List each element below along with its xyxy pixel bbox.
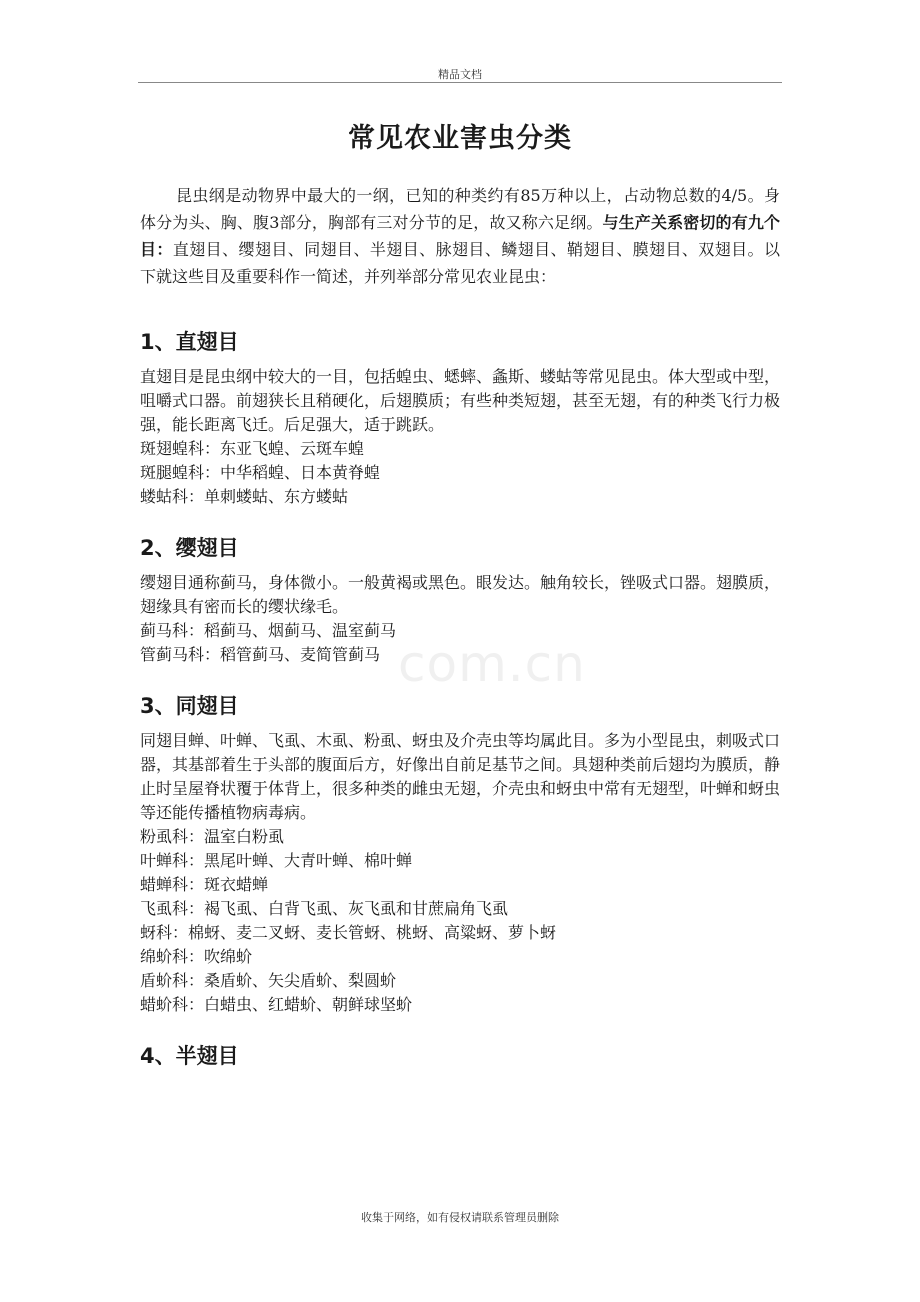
document-title: 常见农业害虫分类: [348, 123, 572, 154]
section-orthoptera: [140, 325, 780, 509]
header-divider: [138, 82, 782, 83]
section-homoptera: [140, 689, 780, 1017]
family-line: 飞虱科：褐飞虱、白背飞虱、灰飞虱和甘蔗扁角飞虱: [140, 899, 509, 918]
section-description: 直翅目是昆虫纲中较大的一目，包括蝗虫、蟋蟀、螽斯、蝼蛄等常见昆虫。体大型或中型，咀嚼式口器。前翅狭长且稍硬化，后翅膜质；有些种类短翅，甚至无翅，有的种类飞行力极强，能长距离飞迁。后足强大，适于跳跃。: [140, 367, 781, 434]
family-line: 绵蚧科：吹绵蚧: [140, 947, 253, 966]
document-body: [140, 182, 780, 1073]
intro-paragraph: [140, 182, 780, 290]
section-thysanoptera: [140, 531, 780, 667]
intro-order-list: 直翅目、缨翅目、同翅目、半翅目、脉翅目、鳞翅目、鞘翅目、膜翅目、双翅目。以下就这些目及重要科作一简述，并列举部分常见农业昆虫：: [140, 240, 780, 286]
family-line: 盾蚧科：桑盾蚧、矢尖盾蚧、梨圆蚧: [140, 971, 397, 990]
family-line: 粉虱科：温室白粉虱: [140, 827, 285, 846]
family-line: 蜡蚧科：白蜡虫、红蜡蚧、朝鲜球坚蚧: [140, 995, 413, 1014]
section-heading: 1、直翅目: [140, 330, 239, 354]
family-line: 管蓟马科：稻管蓟马、麦简管蓟马: [140, 645, 381, 664]
family-line: 蜡蝉科：斑衣蜡蝉: [140, 875, 269, 894]
section-heading: 4、半翅目: [140, 1044, 239, 1068]
family-line: 蝼蛄科：单刺蝼蛄、东方蝼蛄: [140, 487, 349, 506]
intro-bold-text: 与生产关系密切的有九个目：: [140, 213, 780, 259]
section-hemiptera: [140, 1039, 780, 1073]
page-header: 精品文档: [438, 68, 482, 81]
page-footer: 收集于网络，如有侵权请联系管理员删除: [361, 1211, 559, 1224]
family-line: 蓟马科：稻蓟马、烟蓟马、温室蓟马: [140, 621, 397, 640]
family-line: 斑腿蝗科：中华稻蝗、日本黄脊蝗: [140, 463, 381, 482]
intro-text: 昆虫纲是动物界中最大的一纲，已知的种类约有85万种以上，占动物总数的4/5。身体分为头、胸、腹3部分，胸部有三对分节的足，故又称六足纲。: [140, 186, 780, 232]
family-line: 叶蝉科：黑尾叶蝉、大青叶蝉、棉叶蝉: [140, 851, 413, 870]
family-line: 斑翅蝗科：东亚飞蝗、云斑车蝗: [140, 439, 365, 458]
section-description: 同翅目蝉、叶蝉、飞虱、木虱、粉虱、蚜虫及介壳虫等均属此目。多为小型昆虫，刺吸式口器，其基部着生于头部的腹面后方，好像出自前足基节之间。具翅种类前后翅均为膜质，静止时呈屋脊状覆于体背上，很多种类的雌虫无翅，介壳虫和蚜虫中常有无翅型，叶蝉和蚜虫等还能传播植物病毒病。: [140, 731, 781, 822]
section-description: 缨翅目通称蓟马，身体微小。一般黄褐或黑色。眼发达。触角较长，锉吸式口器。翅膜质，翅缘具有密而长的缨状缘毛。: [140, 573, 781, 616]
watermark: com.cn: [398, 635, 586, 693]
section-heading: 3、同翅目: [140, 694, 239, 718]
section-heading: 2、缨翅目: [140, 536, 239, 560]
family-line: 蚜科：棉蚜、麦二叉蚜、麦长管蚜、桃蚜、高粱蚜、萝卜蚜: [140, 923, 557, 942]
